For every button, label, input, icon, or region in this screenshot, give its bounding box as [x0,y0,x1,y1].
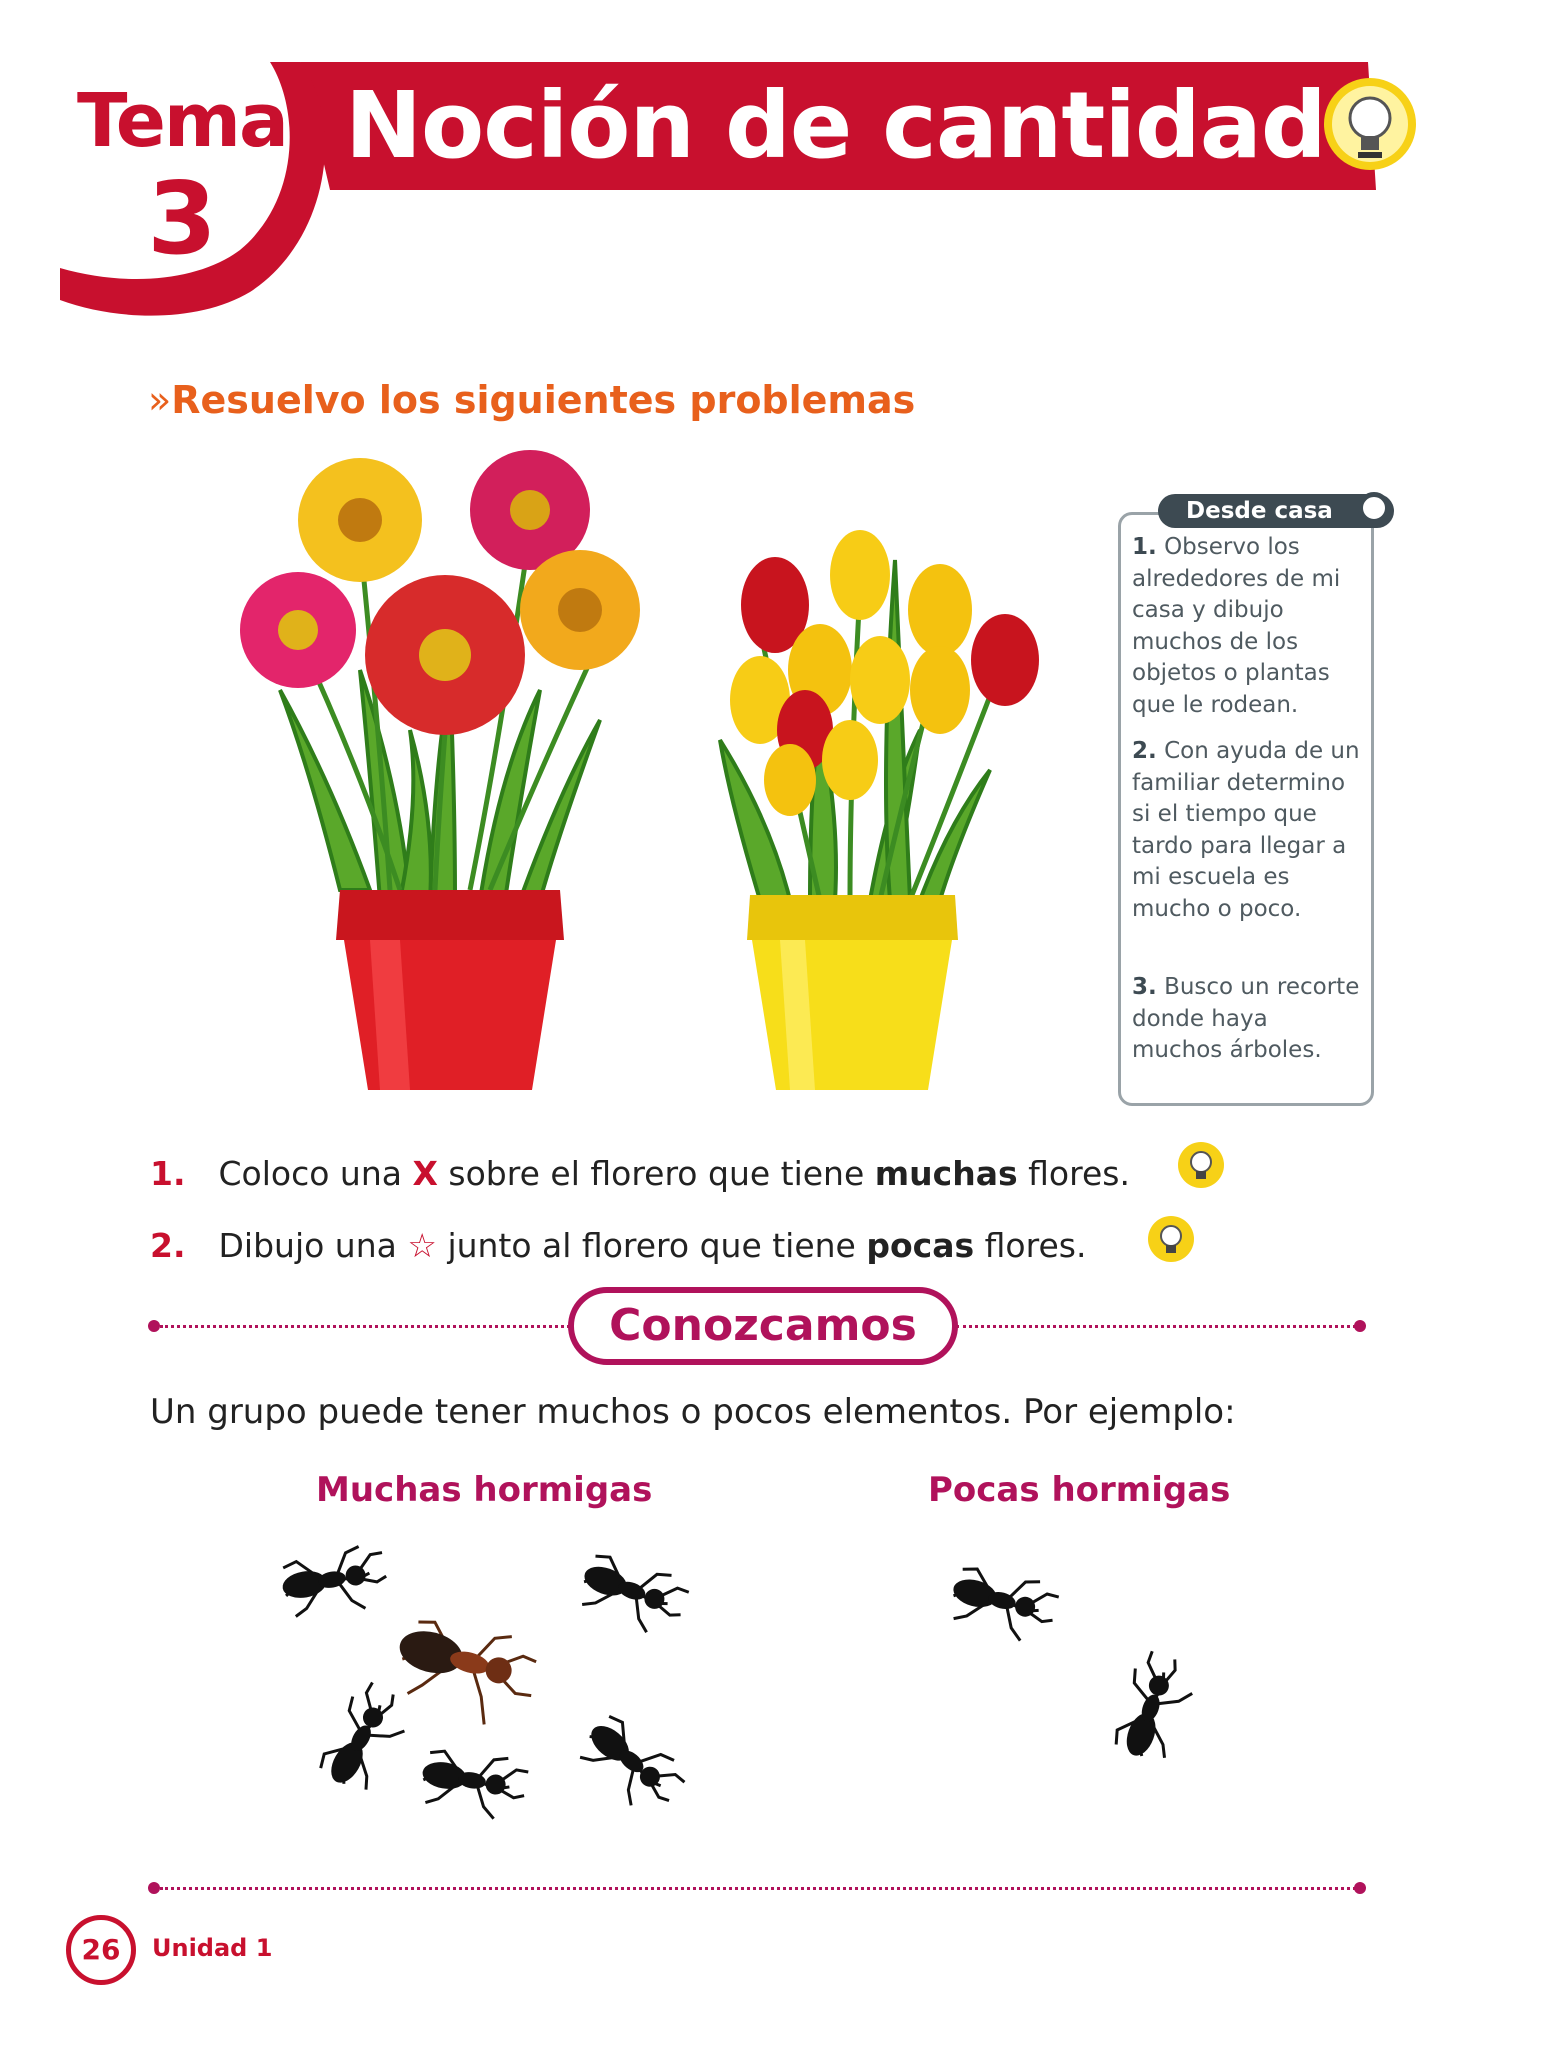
side-item-text: Observo los alrededores de mi casa y dibujo muchos de los objetos o plantas que le rodean. [1132,534,1341,718]
left-flower-pot-image [220,440,660,1100]
instruction-text: sobre el florero que tiene [448,1154,865,1193]
instruction-1 [150,1154,1130,1193]
x-mark: X [412,1154,438,1193]
instruction-keyword: pocas [866,1226,975,1265]
circle-icon [1358,492,1390,524]
lightbulb-icon [1176,1140,1226,1190]
many-ants-image [260,1520,740,1850]
divider-line [160,1887,1356,1890]
right-flower-pot-image [700,520,1040,1100]
side-item-1 [1132,532,1364,721]
section-heading [148,378,915,422]
instruction-number: 2. [150,1226,186,1265]
divider-dot [1354,1320,1366,1332]
tema-label: Tema [77,78,287,164]
star-icon: ☆ [407,1226,437,1265]
section-marker: » [148,378,172,422]
divider-dot [148,1320,160,1332]
tema-number: 3 [147,160,217,277]
divider-line [956,1325,1356,1328]
intro-text: Un grupo puede tener muchos o pocos elementos. Por ejemplo: [150,1392,1236,1432]
instruction-keyword: muchas [874,1154,1018,1193]
lightbulb-icon [1146,1214,1196,1264]
instruction-text: junto al florero que tiene [447,1226,856,1265]
page-title: Noción de cantidad [345,72,1326,179]
home-activities-tab: Desde casa [1158,494,1394,528]
side-item-text: Con ayuda de un familiar determino si el tiempo que tardo para llegar a mi escuela es mucho o poco. [1132,738,1360,922]
instruction-text: Dibujo una [218,1226,397,1265]
side-item-number: 3. [1132,974,1157,1000]
instruction-text: flores. [1028,1154,1130,1193]
instruction-text: Coloco una [218,1154,402,1193]
unit-label: Unidad 1 [152,1934,273,1962]
side-item-2 [1132,736,1364,925]
side-item-number: 1. [1132,534,1157,560]
lightbulb-icon [1324,78,1416,170]
conozcamos-label: Conozcamos [568,1287,958,1365]
few-ants-label: Pocas hormigas [928,1470,1231,1510]
few-ants-image [900,1540,1260,1800]
side-item-text: Busco un recorte donde haya muchos árboles. [1132,974,1360,1063]
instruction-text: flores. [984,1226,1087,1265]
side-item-3 [1132,972,1364,1067]
divider-dot [148,1882,160,1894]
divider-dot [1354,1882,1366,1894]
many-ants-label: Muchas hormigas [316,1470,653,1510]
page-number: 26 [66,1915,136,1985]
instruction-number: 1. [150,1154,186,1193]
side-item-number: 2. [1132,738,1157,764]
instruction-2 [150,1226,1086,1265]
divider-line [160,1325,570,1328]
section-heading-text: Resuelvo los siguientes problemas [171,378,916,422]
